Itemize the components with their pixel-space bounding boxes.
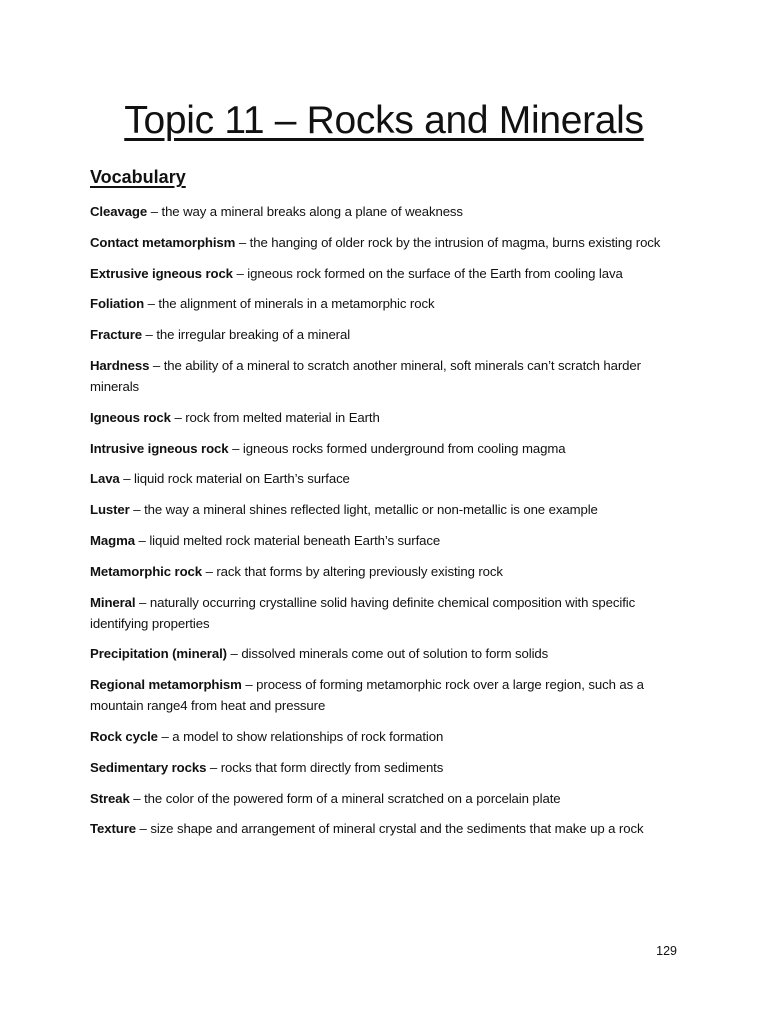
vocabulary-term: Texture — [90, 821, 136, 837]
vocabulary-term: Sedimentary rocks — [90, 759, 207, 775]
vocabulary-term: Fracture — [90, 327, 142, 343]
term-separator: – — [134, 532, 150, 548]
vocabulary-item — [90, 592, 688, 634]
vocabulary-definition: the color of the powered form of a mineral scratched on a porcelain plate — [144, 790, 561, 806]
vocabulary-term: Luster — [90, 502, 130, 518]
term-separator: – — [226, 646, 242, 662]
term-separator: – — [157, 728, 173, 744]
term-separator: – — [235, 234, 250, 250]
title-container — [0, 98, 768, 144]
term-separator: – — [202, 563, 217, 579]
vocabulary-item — [90, 788, 688, 809]
vocabulary-item — [90, 201, 688, 222]
vocabulary-term: Lava — [90, 471, 120, 487]
vocabulary-term: Cleavage — [90, 204, 148, 219]
vocabulary-term: Igneous rock — [90, 409, 171, 425]
vocabulary-definition: rock from melted material in Earth — [185, 409, 380, 425]
vocabulary-definition: the way a mineral shines reflected light, metallic or non-metallic is one example — [144, 502, 598, 518]
term-separator: – — [141, 327, 157, 343]
vocabulary-term: Metamorphic rock — [90, 563, 202, 579]
vocabulary-definition: igneous rock formed on the surface of the Earth from cooling lava — [247, 265, 623, 281]
term-separator: – — [241, 677, 257, 693]
vocabulary-item — [90, 561, 688, 582]
vocabulary-definition: liquid melted rock material beneath Earth’s surface — [149, 532, 441, 548]
vocabulary-item — [90, 232, 688, 253]
vocabulary-term: Magma — [90, 532, 135, 548]
term-separator: – — [149, 357, 164, 373]
term-separator: – — [206, 759, 221, 775]
vocabulary-item — [90, 355, 688, 397]
vocabulary-definition: size shape and arrangement of mineral crystal and the sediments that make up a rock — [150, 821, 644, 837]
vocabulary-item — [90, 530, 688, 551]
vocabulary-term: Rock cycle — [90, 728, 158, 744]
page-number: 129 — [656, 944, 677, 958]
vocabulary-item — [90, 438, 688, 459]
term-separator: – — [228, 440, 243, 456]
vocabulary-term: Intrusive igneous rock — [90, 440, 229, 456]
vocabulary-definition: the hanging of older rock by the intrusion of magma, burns existing rock — [249, 234, 661, 250]
vocabulary-term: Regional metamorphism — [90, 677, 242, 693]
vocabulary-definition: liquid rock material on Earth’s surface — [134, 471, 350, 487]
vocabulary-definition: the way a mineral breaks along a plane of weakness — [161, 204, 463, 219]
vocabulary-definition: rack that forms by altering previously existing rock — [216, 563, 503, 579]
page-title: Topic 11 – Rocks and Minerals — [124, 99, 644, 142]
vocabulary-definition: the alignment of minerals in a metamorphic rock — [158, 296, 435, 312]
vocabulary-item — [90, 499, 688, 520]
vocabulary-term: Streak — [90, 790, 130, 806]
vocabulary-term: Mineral — [90, 594, 136, 610]
term-separator: – — [144, 296, 159, 312]
vocabulary-item — [90, 468, 688, 489]
vocabulary-item — [90, 674, 688, 716]
vocabulary-item — [90, 407, 688, 428]
vocabulary-definition: the irregular breaking of a mineral — [156, 327, 351, 343]
vocabulary-definition: a model to show relationships of rock formation — [172, 728, 444, 744]
vocabulary-definition: rocks that form directly from sediments — [220, 759, 444, 775]
vocabulary-definition: naturally occurring crystalline solid having definite chemical composition with specific identifying properties — [90, 594, 636, 631]
vocabulary-item — [90, 293, 688, 314]
vocabulary-term: Contact metamorphism — [90, 234, 236, 250]
term-separator: – — [135, 594, 150, 610]
vocabulary-definition: process of forming metamorphic rock over a large region, such as a mountain range4 from heat and pressure — [90, 677, 644, 714]
vocabulary-item — [90, 726, 688, 747]
vocabulary-term: Foliation — [90, 296, 145, 312]
vocabulary-item — [90, 643, 688, 664]
vocabulary-item — [90, 818, 688, 839]
vocabulary-term: Hardness — [90, 357, 150, 373]
vocabulary-item — [90, 324, 688, 345]
term-separator: – — [170, 409, 186, 425]
vocabulary-term: Precipitation (mineral) — [90, 646, 227, 662]
vocabulary-definition: igneous rocks formed underground from cooling magma — [242, 440, 566, 456]
term-separator: – — [129, 502, 145, 518]
vocabulary-term: Extrusive igneous rock — [90, 265, 233, 281]
vocabulary-list — [90, 201, 688, 849]
vocabulary-item — [90, 757, 688, 778]
term-separator: – — [129, 790, 145, 806]
term-separator: – — [232, 265, 248, 281]
vocabulary-definition: dissolved minerals come out of solution to form solids — [241, 646, 549, 662]
vocabulary-definition: the ability of a mineral to scratch another mineral, soft minerals can’t scratch harder minerals — [90, 357, 641, 394]
term-separator: – — [119, 471, 135, 487]
vocabulary-heading: Vocabulary — [90, 167, 186, 187]
term-separator: – — [135, 821, 151, 837]
vocabulary-item — [90, 263, 688, 284]
term-separator: – — [147, 204, 162, 219]
